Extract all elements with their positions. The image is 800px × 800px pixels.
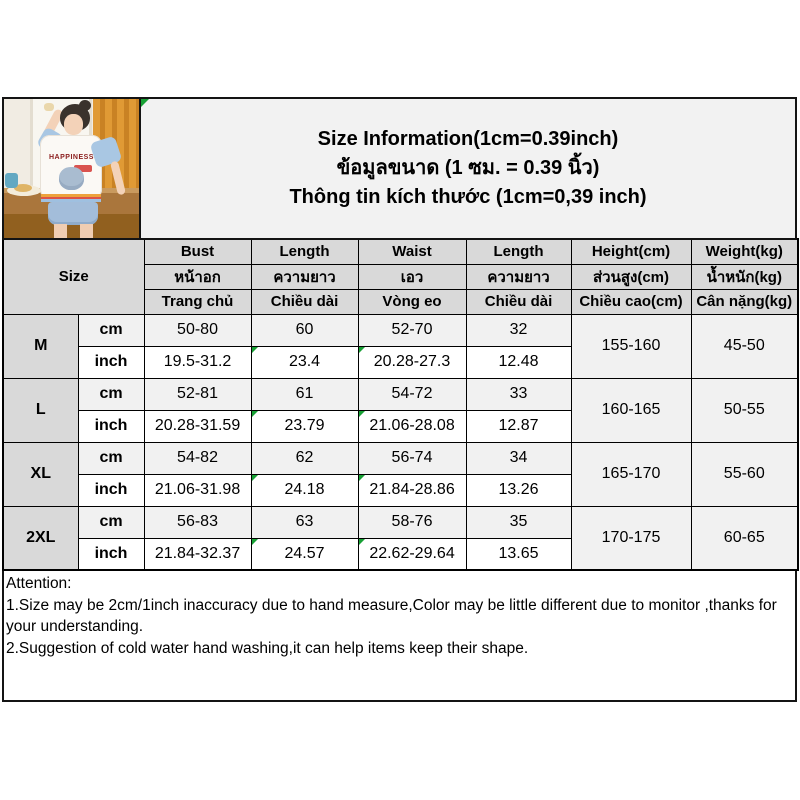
unit-label: inch xyxy=(78,474,144,506)
shirt-rainbow-stripe xyxy=(41,194,101,202)
cell-length-cm: 62 xyxy=(251,442,358,474)
size-xl-cm-row xyxy=(3,442,798,474)
size-label-l: L xyxy=(3,378,78,442)
cell-bust-cm: 50-80 xyxy=(144,314,251,346)
cell-length2-inch: 13.26 xyxy=(466,474,571,506)
attention-note-2: 2.Suggestion of cold water hand washing,it can help items keep their shape. xyxy=(6,639,529,657)
cell-waist-cm: 52-70 xyxy=(358,314,466,346)
col-header: Vòng eo xyxy=(358,289,466,314)
cell-bust-inch: 21.84-32.37 xyxy=(144,538,251,570)
size-table xyxy=(2,238,799,571)
cell-length2-cm: 34 xyxy=(466,442,571,474)
shirt-print-bear xyxy=(59,167,84,190)
cell-bust-cm: 56-83 xyxy=(144,506,251,538)
cell-waist-cm: 58-76 xyxy=(358,506,466,538)
col-header: Trang chủ xyxy=(144,289,251,314)
cell-length2-cm: 33 xyxy=(466,378,571,410)
attention-heading: Attention: xyxy=(6,575,72,592)
cell-bust-inch: 21.06-31.98 xyxy=(144,474,251,506)
unit-label: inch xyxy=(78,538,144,570)
cell-weight: 50-55 xyxy=(691,378,798,442)
col-header: Cân nặng(kg) xyxy=(691,289,798,314)
cell-length-cm: 60 xyxy=(251,314,358,346)
col-header: น้ำหนัก(kg) xyxy=(691,264,798,289)
col-header: ส่วนสูง(cm) xyxy=(571,264,691,289)
size-corner-label: Size xyxy=(3,239,144,314)
unit-label: cm xyxy=(78,506,144,538)
cup xyxy=(5,173,18,188)
cell-height: 170-175 xyxy=(571,506,691,570)
col-header: Chiều cao(cm) xyxy=(571,289,691,314)
cell-weight: 55-60 xyxy=(691,442,798,506)
cell-length2-inch: 13.65 xyxy=(466,538,571,570)
cell-waist-inch: 20.28-27.3 xyxy=(358,346,466,378)
cell-length-inch: 23.79 xyxy=(251,410,358,442)
size-m-cm-row xyxy=(3,314,798,346)
model-leg xyxy=(54,224,67,240)
col-header: Bust xyxy=(144,239,251,264)
header-row-english xyxy=(3,239,798,264)
unit-label: inch xyxy=(78,410,144,442)
col-header: เอว xyxy=(358,264,466,289)
pajama-shorts xyxy=(48,202,98,225)
cell-weight: 60-65 xyxy=(691,506,798,570)
title-vietnamese: Thông tin kích thước (1cm=0,39 inch) xyxy=(289,186,647,208)
cell-waist-cm: 54-72 xyxy=(358,378,466,410)
size-label-2xl: 2XL xyxy=(3,506,78,570)
content-frame xyxy=(2,97,797,702)
title-block xyxy=(141,97,797,240)
cell-waist-inch: 21.06-28.08 xyxy=(358,410,466,442)
size-label-m: M xyxy=(3,314,78,378)
attention-section xyxy=(2,571,797,702)
cell-length2-cm: 35 xyxy=(466,506,571,538)
cell-weight: 45-50 xyxy=(691,314,798,378)
held-item xyxy=(44,103,54,111)
cell-length2-inch: 12.87 xyxy=(466,410,571,442)
unit-label: cm xyxy=(78,314,144,346)
unit-label: cm xyxy=(78,378,144,410)
size-label-xl: XL xyxy=(3,442,78,506)
cell-bust-inch: 20.28-31.59 xyxy=(144,410,251,442)
cell-length-inch: 24.18 xyxy=(251,474,358,506)
cell-height: 160-165 xyxy=(571,378,691,442)
cell-waist-cm: 56-74 xyxy=(358,442,466,474)
col-header: Length xyxy=(466,239,571,264)
unit-label: cm xyxy=(78,442,144,474)
attention-note-1: 1.Size may be 2cm/1inch inaccuracy due to hand measure,Color may be little different due to monitor ,thanks for your understanding. xyxy=(6,596,777,635)
col-header: Chiều dài xyxy=(466,289,571,314)
cell-bust-cm: 52-81 xyxy=(144,378,251,410)
cell-length-inch: 24.57 xyxy=(251,538,358,570)
title-thai: ข้อมูลขนาด (1 ซม. = 0.39 นิ้ว) xyxy=(336,157,600,179)
shirt-print-text: HAPPINESS xyxy=(49,154,94,161)
col-header: Waist xyxy=(358,239,466,264)
col-header: ความยาว xyxy=(466,264,571,289)
cell-bust-inch: 19.5-31.2 xyxy=(144,346,251,378)
cell-length-cm: 63 xyxy=(251,506,358,538)
cell-waist-inch: 22.62-29.64 xyxy=(358,538,466,570)
cell-length2-cm: 32 xyxy=(466,314,571,346)
product-photo xyxy=(2,97,141,240)
col-header: หน้าอก xyxy=(144,264,251,289)
unit-label: inch xyxy=(78,346,144,378)
col-header: Height(cm) xyxy=(571,239,691,264)
model-face xyxy=(64,114,83,135)
cell-length2-inch: 12.48 xyxy=(466,346,571,378)
size-l-cm-row xyxy=(3,378,798,410)
cell-height: 155-160 xyxy=(571,314,691,378)
col-header: ความยาว xyxy=(251,264,358,289)
col-header: Chiều dài xyxy=(251,289,358,314)
cell-height: 165-170 xyxy=(571,442,691,506)
size-2xl-cm-row xyxy=(3,506,798,538)
cell-bust-cm: 54-82 xyxy=(144,442,251,474)
col-header: Weight(kg) xyxy=(691,239,798,264)
col-header: Length xyxy=(251,239,358,264)
cell-length-cm: 61 xyxy=(251,378,358,410)
model-leg xyxy=(80,224,93,240)
top-band xyxy=(2,97,797,240)
title-english: Size Information(1cm=0.39inch) xyxy=(317,128,619,150)
model-hair-bun xyxy=(79,100,91,111)
cell-waist-inch: 21.84-28.86 xyxy=(358,474,466,506)
cell-length-inch: 23.4 xyxy=(251,346,358,378)
